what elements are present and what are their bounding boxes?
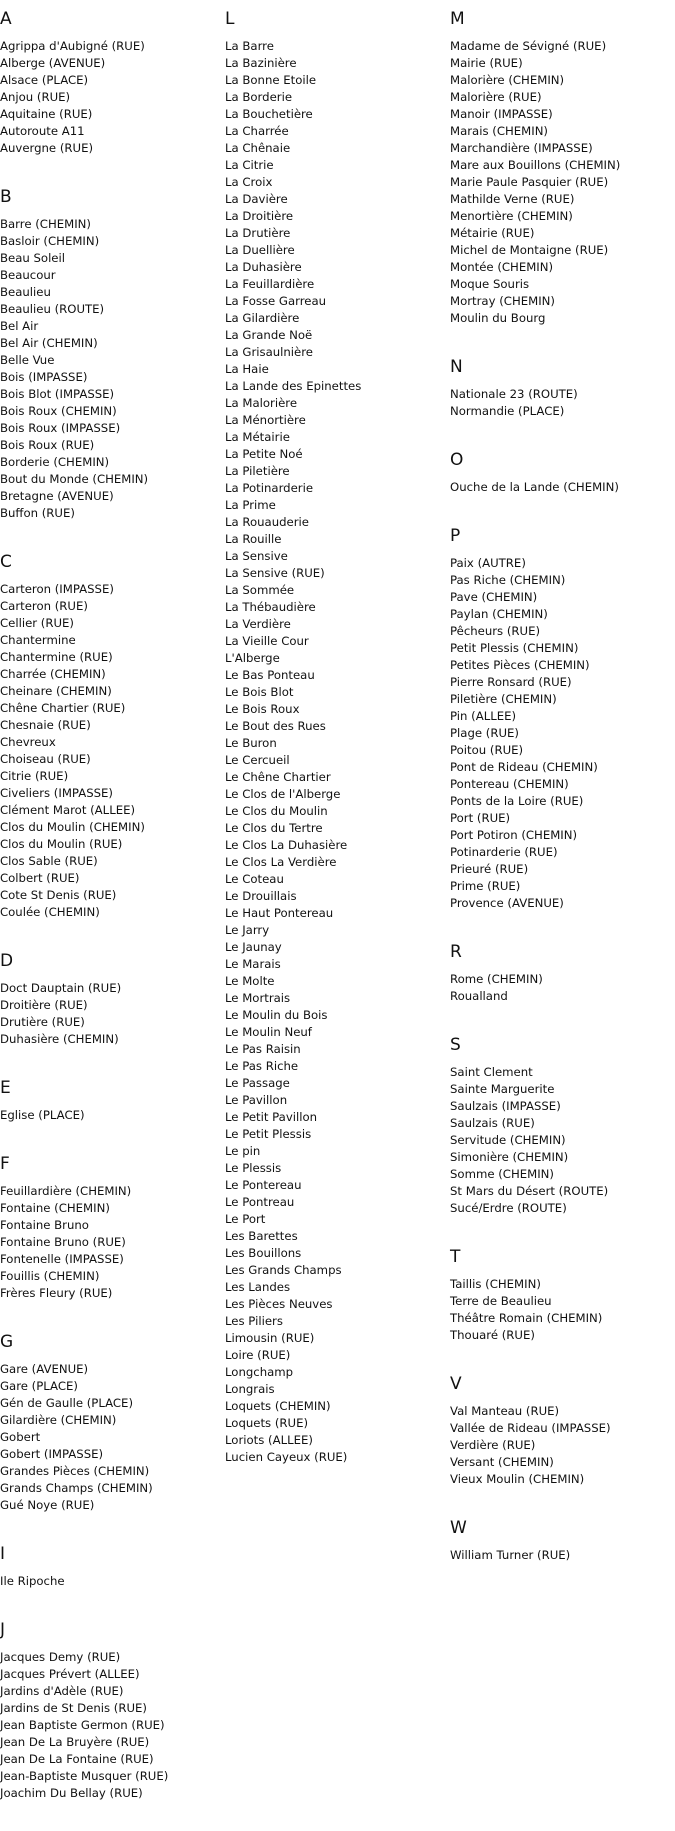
street-name: Pin (ALLEE): [450, 709, 517, 723]
section-letter-heading: P: [450, 526, 461, 546]
street-name: Saint Clement: [450, 1065, 533, 1079]
street-name: Doct Dauptain (RUE): [0, 981, 122, 995]
street-name: Jean De La Fontaine (RUE): [0, 1752, 154, 1766]
street-name: La Sensive: [225, 549, 288, 563]
street-name: La Sommée: [225, 583, 295, 597]
street-name: Pave (CHEMIN): [450, 590, 538, 604]
street-name: Montée (CHEMIN): [450, 260, 554, 274]
street-name: Ponts de la Loire (RUE): [450, 794, 584, 808]
street-name: Malorière (RUE): [450, 90, 542, 104]
street-name: Bois Roux (CHEMIN): [0, 404, 117, 418]
street-name: Gobert (IMPASSE): [0, 1447, 104, 1461]
street-list: [450, 1064, 675, 1217]
street-name: Mathilde Verne (RUE): [450, 192, 575, 206]
street-list: [0, 1183, 225, 1302]
street-name: Bel Air (CHEMIN): [0, 336, 98, 350]
street-name: La Malorière: [225, 396, 298, 410]
street-name: Poitou (RUE): [450, 743, 524, 757]
street-name: La Borderie: [225, 90, 293, 104]
street-name: Les Bouillons: [225, 1246, 302, 1260]
street-name: Le Petit Pavillon: [225, 1110, 318, 1124]
letter-section-g: [0, 1331, 225, 1514]
street-name: Servitude (CHEMIN): [450, 1133, 566, 1147]
street-name: Val Manteau (RUE): [450, 1404, 560, 1418]
street-name: Le Pontreau: [225, 1195, 295, 1209]
street-list: [450, 38, 675, 327]
street-name: Petit Plessis (CHEMIN): [450, 641, 579, 655]
street-name: Le Clos La Verdière: [225, 855, 337, 869]
street-list: [0, 1649, 225, 1802]
street-name: La Bouchetière: [225, 107, 313, 121]
street-name: Les Barettes: [225, 1229, 298, 1243]
street-name: Le Pas Raisin: [225, 1042, 301, 1056]
section-letter-heading: B: [0, 187, 12, 207]
street-name: Beaulieu (ROUTE): [0, 302, 105, 316]
street-name: Coulée (CHEMIN): [0, 905, 100, 919]
letter-section-l: [225, 8, 450, 1466]
street-name: Vieux Moulin (CHEMIN): [450, 1472, 585, 1486]
directory-column-3: [450, 8, 675, 1593]
street-name: Chevreux: [0, 735, 56, 749]
street-name: Le Pavillon: [225, 1093, 288, 1107]
street-name: Fontaine Bruno: [0, 1218, 89, 1232]
street-name: Le Moulin du Bois: [225, 1008, 328, 1022]
street-list: [0, 1107, 225, 1124]
street-name: La Prime: [225, 498, 276, 512]
street-name: Lucien Cayeux (RUE): [225, 1450, 348, 1464]
street-name: Pont de Rideau (CHEMIN): [450, 760, 598, 774]
street-name: Rome (CHEMIN): [450, 972, 543, 986]
street-name: La Drutière: [225, 226, 291, 240]
street-name: Beau Soleil: [0, 251, 65, 265]
street-name: La Barre: [225, 39, 274, 53]
street-name: Les Pièces Neuves: [225, 1297, 333, 1311]
section-letter-heading: L: [225, 9, 235, 29]
street-name: Métairie (RUE): [450, 226, 535, 240]
street-name: Longrais: [225, 1382, 275, 1396]
street-name: Port (RUE): [450, 811, 511, 825]
street-name: Clos du Moulin (CHEMIN): [0, 820, 145, 834]
street-name: La Rouauderie: [225, 515, 309, 529]
street-list: [0, 1361, 225, 1514]
street-name: La Citrie: [225, 158, 274, 172]
street-name: Bois Roux (IMPASSE): [0, 421, 121, 435]
street-name: Le pin: [225, 1144, 261, 1158]
street-name: Basloir (CHEMIN): [0, 234, 100, 248]
street-name: Michel de Montaigne (RUE): [450, 243, 609, 257]
letter-section-b: [0, 186, 225, 522]
street-name: Fouillis (CHEMIN): [0, 1269, 100, 1283]
street-name: La Potinarderie: [225, 481, 314, 495]
section-letter-heading: F: [0, 1154, 10, 1174]
street-name: Duhasière (CHEMIN): [0, 1032, 119, 1046]
street-name: Fontaine (CHEMIN): [0, 1201, 110, 1215]
street-name: Grands Champs (CHEMIN): [0, 1481, 153, 1495]
street-name: Le Moulin Neuf: [225, 1025, 312, 1039]
street-list: [0, 38, 225, 157]
street-name: Mairie (RUE): [450, 56, 523, 70]
street-name: Frères Fleury (RUE): [0, 1286, 113, 1300]
street-list: [450, 1547, 675, 1564]
street-name: Le Coteau: [225, 872, 284, 886]
street-name: La Haie: [225, 362, 269, 376]
street-name: Gilardière (CHEMIN): [0, 1413, 117, 1427]
street-name: Paix (AUTRE): [450, 556, 526, 570]
street-name: Marchandière (IMPASSE): [450, 141, 593, 155]
street-name: La Bazinière: [225, 56, 297, 70]
section-letter-heading: E: [0, 1078, 11, 1098]
street-name: Carteron (IMPASSE): [0, 582, 114, 596]
street-name: Paylan (CHEMIN): [450, 607, 548, 621]
street-name: Le Jaunay: [225, 940, 282, 954]
letter-section-p: [450, 525, 675, 912]
street-name: La Duellière: [225, 243, 295, 257]
street-name: Le Clos du Tertre: [225, 821, 323, 835]
street-name: Verdière (RUE): [450, 1438, 536, 1452]
street-name: Pierre Ronsard (RUE): [450, 675, 572, 689]
street-name: Le Clos La Duhasière: [225, 838, 348, 852]
street-name: Le Pontereau: [225, 1178, 302, 1192]
letter-section-m: [450, 8, 675, 327]
letter-section-e: [0, 1077, 225, 1124]
street-name: La Duhasière: [225, 260, 302, 274]
street-name: Gén de Gaulle (PLACE): [0, 1396, 134, 1410]
street-name: Borderie (CHEMIN): [0, 455, 110, 469]
street-name: Le Bois Roux: [225, 702, 300, 716]
street-name: Pêcheurs (RUE): [450, 624, 541, 638]
street-name: L'Alberge: [225, 651, 280, 665]
street-name: Somme (CHEMIN): [450, 1167, 554, 1181]
street-name: Le Plessis: [225, 1161, 282, 1175]
street-name: Le Bout des Rues: [225, 719, 326, 733]
street-name: Gobert: [0, 1430, 41, 1444]
section-letter-heading: R: [450, 942, 462, 962]
street-name: Les Piliers: [225, 1314, 283, 1328]
street-name: Roualland: [450, 989, 508, 1003]
street-name: Port Potiron (CHEMIN): [450, 828, 578, 842]
street-name: Barre (CHEMIN): [0, 217, 91, 231]
street-name: Simonière (CHEMIN): [450, 1150, 569, 1164]
street-name: Gare (PLACE): [0, 1379, 78, 1393]
street-name: La Thébaudière: [225, 600, 316, 614]
street-name: La Grande Noë: [225, 328, 313, 342]
street-name: Piletière (CHEMIN): [450, 692, 557, 706]
section-letter-heading: G: [0, 1332, 14, 1352]
street-name: Gare (AVENUE): [0, 1362, 89, 1376]
street-name: Prime (RUE): [450, 879, 521, 893]
street-name: Pas Riche (CHEMIN): [450, 573, 566, 587]
street-name: Mortray (CHEMIN): [450, 294, 555, 308]
street-name: Feuillardière (CHEMIN): [0, 1184, 132, 1198]
street-name: La Chênaie: [225, 141, 291, 155]
street-name: Bout du Monde (CHEMIN): [0, 472, 149, 486]
street-name: Les Landes: [225, 1280, 291, 1294]
street-name: La Lande des Epinettes: [225, 379, 362, 393]
street-list: [0, 581, 225, 921]
street-name: Le Port: [225, 1212, 266, 1226]
street-name: Fontenelle (IMPASSE): [0, 1252, 124, 1266]
street-name: Le Bois Blot: [225, 685, 294, 699]
street-name: Le Mortrais: [225, 991, 291, 1005]
street-name: Potinarderie (RUE): [450, 845, 558, 859]
street-name: Le Buron: [225, 736, 277, 750]
street-name: Le Molte: [225, 974, 275, 988]
street-name: Loquets (RUE): [225, 1416, 309, 1430]
street-name: Saulzais (RUE): [450, 1116, 535, 1130]
street-name: Sucé/Erdre (ROUTE): [450, 1201, 567, 1215]
letter-section-a: [0, 8, 225, 157]
street-name: Les Grands Champs: [225, 1263, 342, 1277]
street-name: Moulin du Bourg: [450, 311, 546, 325]
street-name: La Ménortière: [225, 413, 306, 427]
street-name: St Mars du Désert (ROUTE): [450, 1184, 609, 1198]
street-name: Prieuré (RUE): [450, 862, 529, 876]
street-name: Loire (RUE): [225, 1348, 291, 1362]
street-name: Beaucour: [0, 268, 56, 282]
street-name: Le Jarry: [225, 923, 270, 937]
street-name: Citrie (RUE): [0, 769, 69, 783]
letter-section-t: [450, 1246, 675, 1344]
street-name: Le Chêne Chartier: [225, 770, 331, 784]
street-name: Le Marais: [225, 957, 281, 971]
letter-section-d: [0, 950, 225, 1048]
street-list: [0, 1573, 225, 1590]
street-list: [225, 38, 450, 1466]
street-name: Carteron (RUE): [0, 599, 88, 613]
section-letter-heading: W: [450, 1518, 467, 1538]
street-name: Clos Sable (RUE): [0, 854, 98, 868]
section-letter-heading: O: [450, 450, 464, 470]
street-name: Manoir (IMPASSE): [450, 107, 553, 121]
street-list: [450, 971, 675, 1005]
street-name: Bretagne (AVENUE): [0, 489, 114, 503]
street-list: [0, 980, 225, 1048]
street-name: William Turner (RUE): [450, 1548, 571, 1562]
street-name: Le Passage: [225, 1076, 290, 1090]
street-name: La Piletière: [225, 464, 290, 478]
section-letter-heading: M: [450, 9, 465, 29]
street-name: La Fosse Garreau: [225, 294, 327, 308]
street-name: Bois Blot (IMPASSE): [0, 387, 115, 401]
letter-section-f: [0, 1153, 225, 1302]
street-name: La Sensive (RUE): [225, 566, 325, 580]
street-name: Choiseau (RUE): [0, 752, 91, 766]
street-name: Jacques Prévert (ALLEE): [0, 1667, 140, 1681]
street-name: Le Clos du Moulin: [225, 804, 328, 818]
letter-section-o: [450, 449, 675, 496]
directory-column-1: [0, 8, 225, 1831]
street-name: Anjou (RUE): [0, 90, 71, 104]
street-name: La Rouille: [225, 532, 282, 546]
letter-section-i: [0, 1543, 225, 1590]
street-name: La Métairie: [225, 430, 290, 444]
street-name: Chesnaie (RUE): [0, 718, 91, 732]
street-name: La Gilardière: [225, 311, 300, 325]
street-name: Clos du Moulin (RUE): [0, 837, 123, 851]
street-name: Nationale 23 (ROUTE): [450, 387, 578, 401]
street-name: Beaulieu: [0, 285, 51, 299]
street-name: Charrée (CHEMIN): [0, 667, 106, 681]
street-name: Le Cercueil: [225, 753, 290, 767]
street-name: Jacques Demy (RUE): [0, 1650, 121, 1664]
letter-section-j: [0, 1619, 225, 1802]
street-name: Petites Pièces (CHEMIN): [450, 658, 590, 672]
street-name: Pontereau (CHEMIN): [450, 777, 569, 791]
street-name: Autoroute A11: [0, 124, 85, 138]
street-list: [450, 1276, 675, 1344]
street-name: Le Haut Pontereau: [225, 906, 334, 920]
street-list: [0, 216, 225, 522]
street-name: Chêne Chartier (RUE): [0, 701, 126, 715]
street-list: [450, 479, 675, 496]
letter-section-n: [450, 356, 675, 420]
street-name: Bel Air: [0, 319, 39, 333]
street-name: Cote St Denis (RUE): [0, 888, 117, 902]
street-name: Civeliers (IMPASSE): [0, 786, 113, 800]
street-name: Alsace (PLACE): [0, 73, 89, 87]
street-name: Cellier (RUE): [0, 616, 74, 630]
street-name: La Verdière: [225, 617, 291, 631]
section-letter-heading: V: [450, 1374, 462, 1394]
street-name: Ile Ripoche: [0, 1574, 65, 1588]
street-name: Fontaine Bruno (RUE): [0, 1235, 126, 1249]
street-name: Gué Noye (RUE): [0, 1498, 95, 1512]
street-name: Le Petit Plessis: [225, 1127, 312, 1141]
street-name: Joachim Du Bellay (RUE): [0, 1786, 143, 1800]
street-name: Bois (IMPASSE): [0, 370, 88, 384]
street-name: Le Drouillais: [225, 889, 297, 903]
street-name: Loriots (ALLEE): [225, 1433, 313, 1447]
section-letter-heading: D: [0, 951, 14, 971]
street-name: Loquets (CHEMIN): [225, 1399, 331, 1413]
street-name: Provence (AVENUE): [450, 896, 564, 910]
letter-section-s: [450, 1034, 675, 1217]
street-name: La Feuillardière: [225, 277, 315, 291]
street-name: Mare aux Bouillons (CHEMIN): [450, 158, 621, 172]
section-letter-heading: C: [0, 552, 12, 572]
street-name: Aquitaine (RUE): [0, 107, 93, 121]
street-name: Malorière (CHEMIN): [450, 73, 565, 87]
street-name: Chantermine (RUE): [0, 650, 113, 664]
street-name: Jardins de St Denis (RUE): [0, 1701, 147, 1715]
street-name: La Davière: [225, 192, 288, 206]
street-name: Moque Souris: [450, 277, 530, 291]
street-name: La Droitière: [225, 209, 294, 223]
street-name: Jean De La Bruyère (RUE): [0, 1735, 150, 1749]
street-name: La Bonne Etoile: [225, 73, 317, 87]
street-name: Jardins d'Adèle (RUE): [0, 1684, 124, 1698]
street-name: Saulzais (IMPASSE): [450, 1099, 561, 1113]
street-name: Auvergne (RUE): [0, 141, 94, 155]
street-list: [450, 1403, 675, 1488]
street-name: Versant (CHEMIN): [450, 1455, 554, 1469]
street-name: Eglise (PLACE): [0, 1108, 85, 1122]
street-name: Marais (CHEMIN): [450, 124, 548, 138]
street-name: Buffon (RUE): [0, 506, 75, 520]
street-name: La Vieille Cour: [225, 634, 309, 648]
street-name: Jean-Baptiste Musquer (RUE): [0, 1769, 169, 1783]
street-name: Chantermine: [0, 633, 76, 647]
section-letter-heading: T: [450, 1247, 461, 1267]
street-name: Drutière (RUE): [0, 1015, 85, 1029]
street-name: Agrippa d'Aubigné (RUE): [0, 39, 145, 53]
street-name: Clément Marot (ALLEE): [0, 803, 136, 817]
street-name: Droitière (RUE): [0, 998, 88, 1012]
section-letter-heading: N: [450, 357, 463, 377]
street-name: Cheinare (CHEMIN): [0, 684, 112, 698]
street-name: Sainte Marguerite: [450, 1082, 555, 1096]
street-name: La Grisaulnière: [225, 345, 313, 359]
street-name: Plage (RUE): [450, 726, 519, 740]
street-name: Belle Vue: [0, 353, 55, 367]
street-name: Normandie (PLACE): [450, 404, 565, 418]
section-letter-heading: I: [0, 1544, 6, 1564]
street-name: Ouche de la Lande (CHEMIN): [450, 480, 619, 494]
letter-section-c: [0, 551, 225, 921]
street-name: Taillis (CHEMIN): [450, 1277, 541, 1291]
street-name: Vallée de Rideau (IMPASSE): [450, 1421, 611, 1435]
directory-column-2: [225, 8, 450, 1495]
street-name: Menortière (CHEMIN): [450, 209, 573, 223]
letter-section-r: [450, 941, 675, 1005]
street-name: Bois Roux (RUE): [0, 438, 95, 452]
section-letter-heading: S: [450, 1035, 461, 1055]
section-letter-heading: A: [0, 9, 12, 29]
street-name: Alberge (AVENUE): [0, 56, 106, 70]
street-name: Longchamp: [225, 1365, 294, 1379]
street-name: La Croix: [225, 175, 273, 189]
street-list: [450, 555, 675, 912]
section-letter-heading: J: [0, 1620, 6, 1640]
street-name: Marie Paule Pasquier (RUE): [450, 175, 609, 189]
street-name: Jean Baptiste Germon (RUE): [0, 1718, 165, 1732]
street-name: Limousin (RUE): [225, 1331, 315, 1345]
street-name: Thouaré (RUE): [450, 1328, 535, 1342]
street-list: [450, 386, 675, 420]
street-name: Le Clos de l'Alberge: [225, 787, 341, 801]
street-name: Colbert (RUE): [0, 871, 80, 885]
street-name: La Petite Noé: [225, 447, 303, 461]
street-name: Le Bas Ponteau: [225, 668, 315, 682]
street-name: Le Pas Riche: [225, 1059, 299, 1073]
letter-section-v: [450, 1373, 675, 1488]
street-name: Terre de Beaulieu: [450, 1294, 552, 1308]
street-name: Madame de Sévigné (RUE): [450, 39, 607, 53]
street-name: La Charrée: [225, 124, 289, 138]
street-name: Théâtre Romain (CHEMIN): [450, 1311, 603, 1325]
letter-section-w: [450, 1517, 675, 1564]
street-name: Grandes Pièces (CHEMIN): [0, 1464, 150, 1478]
